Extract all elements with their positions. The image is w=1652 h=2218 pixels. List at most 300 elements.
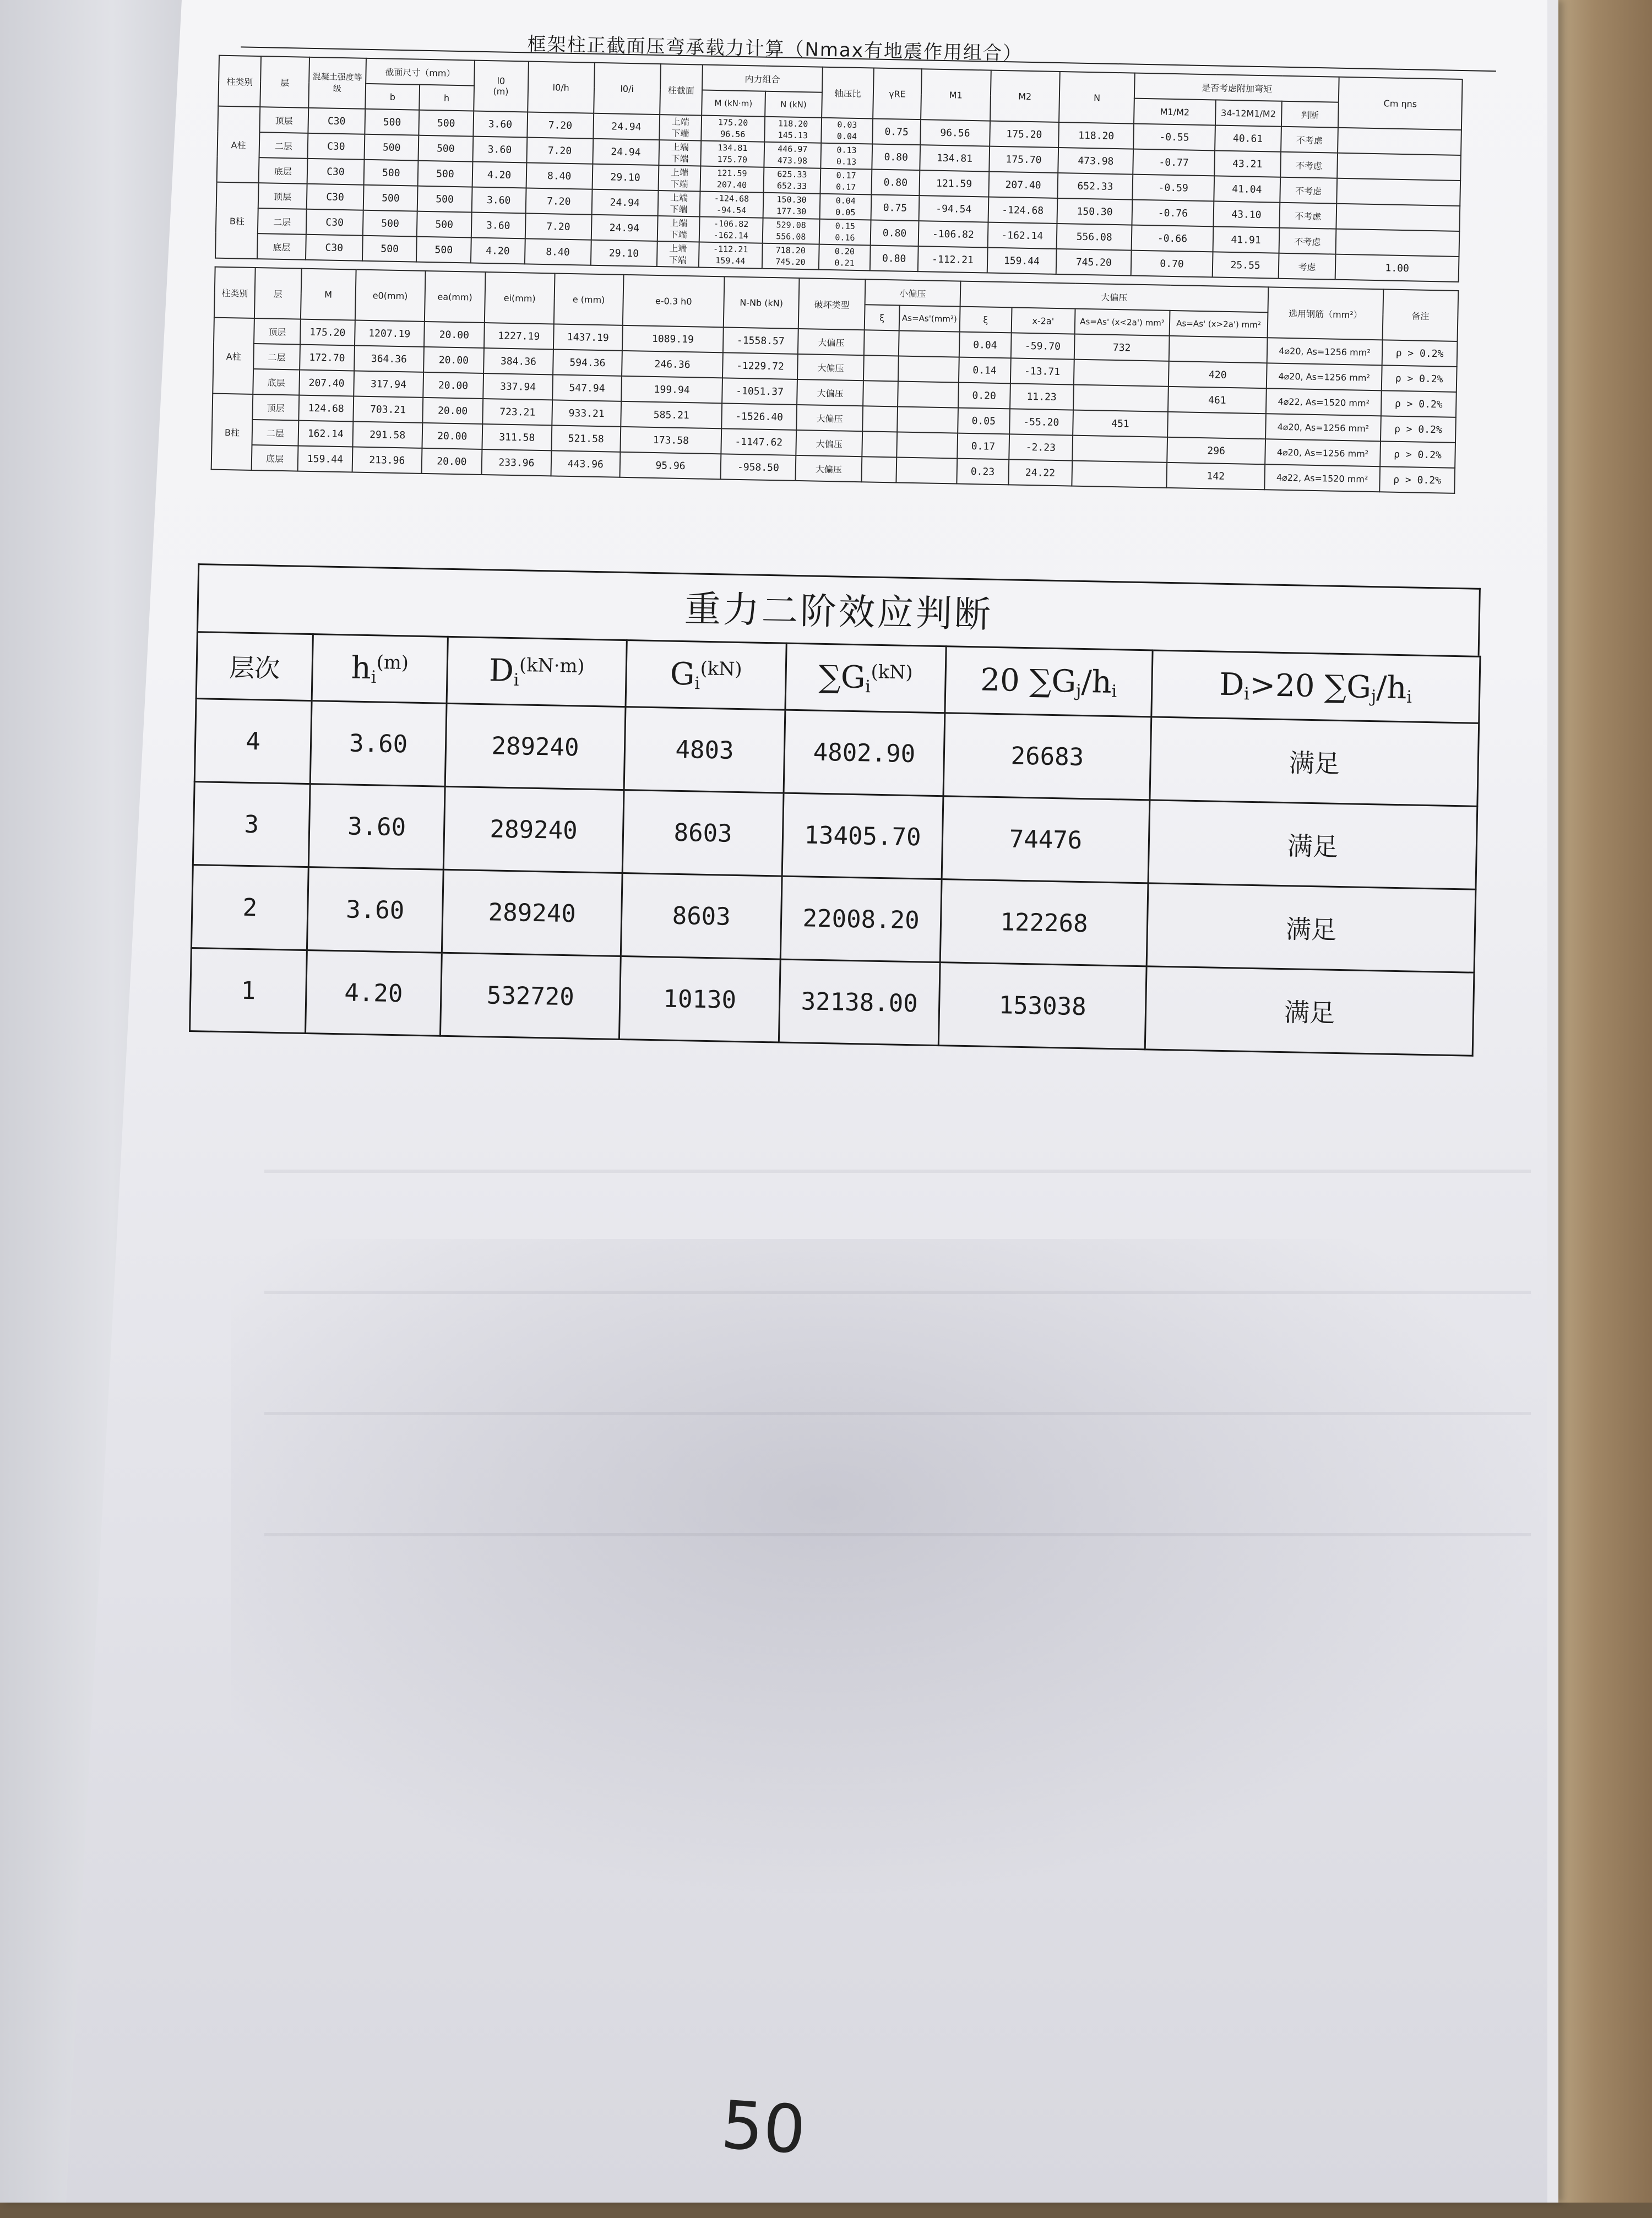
gamma-cell: 0.75: [871, 194, 919, 221]
criterion-value-cell: 122268: [940, 879, 1148, 966]
bars-cell: 4⌀20, As=1256 mm²: [1267, 338, 1383, 365]
floor-cell: 顶层: [258, 183, 307, 209]
end-top-label: 上端: [671, 142, 689, 153]
b-cell: 500: [364, 160, 419, 186]
handwritten-page-number: 50: [719, 2086, 808, 2170]
limit-cell: 25.55: [1212, 252, 1279, 278]
axial-ratio-value: 0.16: [835, 232, 855, 243]
header-column-type: 柱类别: [218, 56, 261, 107]
moment-value: 175.20: [718, 117, 748, 128]
header-e-03h0: e-0.3 h0: [623, 275, 725, 327]
moment-cell: 172.70: [300, 345, 355, 371]
axial-force-value: 745.20: [775, 257, 806, 268]
as-small-cell: [898, 381, 959, 407]
e-03h0-cell: 173.58: [621, 427, 722, 454]
n-nb-cell: -1051.37: [722, 378, 797, 405]
l0-i-cell: 29.10: [591, 240, 657, 267]
n-nb-cell: -1229.72: [722, 352, 798, 379]
grade-cell: C30: [306, 235, 363, 261]
moment-value: 175.70: [717, 154, 748, 165]
column-group-label: B柱: [215, 182, 259, 259]
h-cell: 500: [419, 135, 473, 162]
xi-large-cell: 0.05: [958, 408, 1010, 434]
floor-cell: 二层: [259, 132, 308, 159]
header-forces: 内力组合: [702, 65, 823, 93]
e0-cell: 213.96: [352, 447, 422, 473]
floor-cell: 底层: [257, 233, 306, 260]
gamma-cell: 0.80: [871, 169, 920, 195]
end-cell: [658, 165, 700, 191]
h-cell: 500: [417, 211, 471, 238]
n-nb-cell: -1526.40: [721, 403, 797, 430]
m2-cell: 207.40: [988, 172, 1058, 198]
sum-gravity-cell: 13405.70: [782, 793, 943, 879]
as-large-2-cell: 461: [1168, 387, 1267, 414]
l0-h-cell: 7.20: [525, 213, 591, 240]
header-e0: e0(mm): [355, 270, 425, 322]
bars-cell: 4⌀22, As=1520 mm²: [1266, 388, 1382, 416]
note-cell: ρ > 0.2%: [1381, 416, 1456, 443]
header-judge: 判断: [1281, 101, 1339, 128]
bending-capacity-table: [215, 55, 1463, 282]
axial-force-value: 529.08: [776, 220, 806, 231]
moment-cell: [700, 191, 763, 218]
height-cell: 3.60: [310, 701, 447, 787]
floor-cell: 二层: [258, 208, 306, 235]
gravity-cell: 10130: [619, 956, 780, 1042]
column-group-label: B柱: [211, 394, 253, 470]
judge-cell: 不考虑: [1279, 203, 1337, 229]
moment-cell: [699, 242, 762, 268]
e-cell: 594.36: [553, 349, 622, 376]
header-n-force: N (kN): [765, 91, 823, 118]
ea-cell: 20.00: [423, 372, 484, 399]
xi-large-cell: 0.23: [957, 459, 1009, 485]
n-cell: 556.08: [1057, 224, 1132, 251]
moment-value: 96.56: [720, 129, 746, 140]
n-cell: 118.20: [1058, 122, 1134, 149]
level-cell: 2: [191, 865, 308, 950]
judge-cell: 考虑: [1278, 253, 1336, 280]
l0-cell: 3.60: [471, 213, 525, 239]
bending-table-body: [215, 106, 1461, 282]
gamma-cell: 0.80: [870, 245, 919, 271]
reinforcement-table: [211, 267, 1459, 494]
moment-cell: [700, 166, 763, 193]
xi-large-cell: 0.17: [957, 433, 1009, 460]
axial-ratio-value: 0.13: [836, 145, 857, 155]
xi-small-cell: [862, 431, 897, 457]
m1m2-cell: -0.76: [1132, 200, 1214, 227]
h-cell: 500: [418, 161, 472, 187]
grade-cell: C30: [306, 184, 363, 210]
floor-cell: 顶层: [260, 107, 308, 133]
moment-value: -124.68: [714, 193, 749, 204]
l0-cell: 3.60: [472, 137, 527, 163]
axial-force-value: 446.97: [778, 144, 808, 155]
limit-cell: 40.61: [1215, 125, 1281, 151]
b-cell: 500: [363, 185, 418, 211]
moment-value: -94.54: [716, 205, 747, 216]
ei-cell: 337.94: [483, 373, 552, 400]
as-large-1-cell: [1073, 385, 1169, 412]
axial-force-value: 718.20: [775, 245, 806, 256]
end-top-label: 上端: [670, 192, 688, 204]
sum-gravity-cell: 22008.20: [780, 876, 942, 963]
header-floor: 层: [260, 56, 309, 108]
axial-force-cell: [762, 218, 820, 244]
limit-cell: 41.04: [1214, 176, 1280, 202]
ea-cell: 20.00: [423, 347, 485, 373]
cm-cell: [1337, 178, 1461, 206]
n-nb-cell: -1147.62: [721, 428, 796, 455]
axial-ratio-cell: [820, 168, 872, 195]
axial-ratio-cell: [821, 118, 873, 144]
header-xi-large: ξ: [959, 307, 1012, 333]
m2-cell: 159.44: [987, 248, 1056, 274]
e0-cell: 364.36: [354, 346, 423, 372]
moment-cell: 159.44: [297, 446, 352, 472]
axial-ratio-value: 0.04: [836, 131, 857, 142]
moment-value: -162.14: [713, 230, 748, 241]
axial-ratio-cell: [819, 219, 871, 246]
x-2a-cell: -59.70: [1011, 333, 1075, 359]
b-cell: 500: [362, 236, 417, 262]
end-cell: [657, 241, 699, 267]
e0-cell: 317.94: [354, 371, 423, 397]
l0-h-cell: 8.40: [526, 162, 593, 189]
as-small-cell: [897, 406, 958, 433]
height-cell: 3.60: [307, 867, 443, 953]
axial-ratio-value: 0.03: [837, 119, 857, 130]
m1-cell: -112.21: [918, 246, 987, 273]
e-03h0-cell: 585.21: [621, 401, 722, 429]
header-axial-ratio: 轴压比: [822, 67, 873, 119]
end-cell: [657, 191, 700, 216]
limit-cell: 41.91: [1213, 226, 1279, 253]
header-m: M (kN·m): [702, 90, 765, 117]
moment-cell: 162.14: [298, 421, 353, 447]
axial-force-cell: [763, 193, 820, 219]
as-large-1-cell: 451: [1073, 410, 1168, 437]
failure-type-cell: 大偏压: [796, 405, 863, 431]
xi-small-cell: [863, 380, 898, 406]
stiffness-cell: 289240: [445, 703, 626, 790]
header-m2: M2: [990, 70, 1060, 122]
end-bottom-label: 下端: [669, 229, 687, 241]
m1m2-cell: -0.59: [1133, 175, 1214, 202]
axial-ratio-cell: [820, 143, 872, 170]
criterion-value-cell: 26683: [943, 713, 1151, 800]
moment-cell: [700, 141, 764, 167]
e-03h0-cell: 1089.19: [622, 325, 724, 353]
xi-large-cell: 0.04: [959, 332, 1011, 358]
header-as-large-1: As=As' (x<2a') mm²: [1074, 309, 1170, 336]
note-cell: ρ > 0.2%: [1382, 340, 1458, 367]
end-cell: [659, 140, 701, 166]
moment-value: -106.82: [713, 218, 749, 230]
moment-value: 159.44: [715, 255, 746, 267]
floor-cell: 底层: [259, 157, 307, 184]
header-ei: ei(mm): [485, 272, 555, 324]
moment-value: 121.59: [717, 168, 747, 179]
header-large-eccentric: 大偏压: [960, 281, 1268, 313]
header-level: 层次: [196, 632, 313, 701]
header-as-small: As=As'(mm²): [899, 305, 960, 331]
header-ea: ea(mm): [424, 271, 485, 323]
note-cell: ρ > 0.2%: [1379, 466, 1455, 493]
end-cell: [657, 216, 699, 242]
l0-i-cell: 24.94: [593, 139, 659, 165]
result-cell: 满足: [1150, 717, 1479, 806]
axial-force-cell: [764, 117, 822, 143]
header-di: $D_i^{(kN\cdot m)}$: [447, 637, 627, 706]
header-as-large-2: As=As' (x>2a') mm²: [1170, 311, 1268, 338]
header-second-order: 是否考虑附加弯矩: [1134, 73, 1339, 102]
note-cell: ρ > 0.2%: [1382, 365, 1457, 392]
level-cell: 1: [190, 948, 307, 1034]
m1m2-cell: -0.77: [1133, 149, 1215, 176]
cm-cell: [1338, 128, 1461, 155]
sum-gravity-cell: 32138.00: [779, 959, 940, 1046]
as-large-2-cell: [1167, 412, 1266, 439]
header-n-nb: N-Nb (kN): [724, 276, 800, 329]
header-h: h: [420, 85, 474, 111]
n-cell: 652.33: [1057, 173, 1133, 200]
header-sum-gi: $\sum G_i^{(kN)}$: [785, 643, 946, 713]
moment-cell: [699, 216, 763, 243]
grade-cell: C30: [306, 209, 363, 236]
l0-cell: 3.60: [471, 187, 526, 214]
axial-ratio-value: 0.15: [835, 221, 856, 231]
header-l0: l0 (m): [474, 61, 529, 112]
axial-force-value: 145.13: [778, 130, 808, 141]
judge-cell: 不考虑: [1279, 228, 1336, 254]
xi-large-cell: 0.20: [958, 383, 1010, 409]
h-cell: 500: [417, 186, 472, 213]
cm-cell: [1337, 153, 1461, 181]
m1m2-cell: 0.70: [1131, 251, 1213, 278]
l0-h-cell: 7.20: [526, 137, 593, 164]
header-failure-type: 破坏类型: [798, 278, 866, 330]
result-cell: 满足: [1146, 883, 1476, 972]
column-capacity-section: [211, 19, 1464, 494]
header-cm: Cm ηns: [1338, 77, 1462, 130]
axial-ratio-value: 0.05: [835, 207, 856, 218]
stiffness-cell: 532720: [440, 953, 621, 1039]
xi-large-cell: 0.14: [959, 357, 1011, 384]
axial-force-value: 473.98: [777, 155, 808, 166]
l0-h-cell: 7.20: [527, 112, 594, 138]
e-03h0-cell: 95.96: [620, 452, 721, 480]
m2-cell: -162.14: [987, 222, 1057, 249]
end-bottom-label: 下端: [671, 153, 689, 165]
note-cell: ρ > 0.2%: [1381, 390, 1457, 417]
ea-cell: 20.00: [422, 423, 483, 449]
xi-small-cell: [862, 406, 898, 432]
moment-cell: 207.40: [299, 370, 354, 396]
height-cell: 4.20: [305, 950, 442, 1036]
header-section-size: 截面尺寸（mm）: [366, 58, 474, 86]
stiffness-cell: 289240: [442, 869, 622, 956]
ea-cell: 20.00: [421, 448, 482, 475]
moment-cell: [701, 116, 764, 142]
gamma-cell: 0.80: [871, 220, 919, 246]
moment-value: 134.81: [718, 143, 748, 154]
gravity-cell: 8603: [622, 790, 784, 877]
e-03h0-cell: 246.36: [622, 351, 723, 378]
limit-cell: 43.21: [1214, 150, 1281, 177]
failure-type-cell: 大偏压: [796, 430, 862, 456]
gamma-cell: 0.75: [872, 118, 921, 145]
l0-h-cell: 8.40: [525, 238, 591, 265]
header-column-section: 柱截面: [660, 64, 703, 115]
level-cell: 3: [193, 782, 310, 867]
floor-cell: 二层: [253, 344, 300, 370]
header-bars: 选用钢筋（mm²）: [1267, 287, 1383, 340]
l0-cell: 4.20: [470, 238, 525, 264]
ei-cell: 311.58: [482, 424, 552, 450]
ei-cell: 1227.19: [484, 323, 553, 349]
as-small-cell: [896, 457, 957, 483]
cm-cell: [1336, 204, 1460, 231]
axial-ratio-value: 0.04: [835, 195, 856, 206]
m1-cell: -94.54: [919, 195, 988, 222]
failure-type-cell: 大偏压: [798, 329, 865, 355]
as-small-cell: [896, 432, 958, 458]
header-hi: $h_i^{(m)}$: [312, 634, 448, 704]
header-m1: M1: [921, 69, 991, 121]
xi-small-cell: [862, 456, 897, 482]
judge-cell: 不考虑: [1280, 152, 1338, 178]
end-cell: [659, 115, 702, 140]
e0-cell: 291.58: [353, 421, 422, 448]
axial-force-value: 150.30: [776, 194, 807, 205]
n-cell: 150.30: [1057, 198, 1132, 225]
l0-i-cell: 29.10: [592, 164, 659, 191]
x-2a-cell: -13.71: [1010, 358, 1074, 384]
h-cell: 500: [419, 110, 474, 137]
result-cell: 满足: [1148, 800, 1477, 889]
judge-cell: 不考虑: [1280, 177, 1338, 204]
l0-i-cell: 24.94: [591, 215, 657, 241]
limit-cell: 43.10: [1213, 201, 1280, 227]
axial-force-value: 625.33: [777, 169, 807, 180]
e-cell: 933.21: [552, 400, 621, 426]
sum-gravity-cell: 4802.90: [784, 710, 945, 796]
grade-cell: C30: [307, 133, 365, 160]
floor-cell: 顶层: [254, 318, 300, 345]
e0-cell: 703.21: [353, 396, 422, 422]
cm-cell: 1.00: [1335, 254, 1459, 282]
xi-small-cell: [864, 330, 899, 356]
moment-cell: 175.20: [300, 319, 355, 346]
grade-cell: C30: [308, 108, 365, 134]
as-small-cell: [899, 330, 960, 357]
floor-cell: 二层: [252, 420, 298, 446]
bars-cell: 4⌀20, As=1256 mm²: [1267, 363, 1382, 390]
header-condition: $D_i>20$ $\sum G_j/h_i$: [1151, 650, 1480, 723]
m1m2-cell: -0.55: [1133, 124, 1215, 151]
e-cell: 1437.19: [553, 324, 623, 350]
e-cell: 547.94: [552, 374, 622, 401]
header-m-2: M: [301, 269, 356, 320]
bars-cell: 4⌀22, As=1520 mm²: [1264, 464, 1380, 492]
axial-force-cell: [762, 243, 819, 270]
header-gamma: γRE: [873, 68, 922, 120]
axial-ratio-value: 0.17: [836, 170, 856, 181]
header-small-eccentric: 小偏压: [865, 279, 960, 306]
floor-cell: 底层: [253, 369, 299, 395]
x-2a-cell: 11.23: [1010, 383, 1074, 410]
stiffness-cell: 289240: [443, 786, 624, 873]
result-cell: 满足: [1145, 966, 1474, 1056]
main-table-body: [190, 699, 1479, 1056]
floor-cell: 底层: [252, 445, 298, 471]
m2-cell: 175.70: [989, 146, 1058, 173]
header-column-type-2: 柱类别: [214, 267, 256, 318]
header-b: b: [365, 84, 420, 110]
bars-cell: 4⌀20, As=1256 mm²: [1265, 439, 1381, 466]
e-cell: 443.96: [551, 450, 620, 477]
l0-cell: 3.60: [473, 111, 528, 138]
reinforcement-table-body: [211, 318, 1458, 493]
height-cell: 3.60: [308, 784, 445, 870]
end-top-label: 上端: [669, 243, 687, 254]
end-bottom-label: 下端: [669, 254, 687, 266]
axial-ratio-cell: [820, 194, 872, 220]
end-top-label: 上端: [670, 218, 688, 229]
moment-value: -112.21: [713, 243, 748, 255]
header-l0-i: l0/i: [594, 63, 661, 115]
ei-cell: 723.21: [483, 399, 552, 425]
column-group-label: A柱: [217, 106, 260, 183]
m2-cell: 175.20: [990, 121, 1059, 148]
x-2a-cell: 24.22: [1008, 459, 1072, 486]
column-group-label: A柱: [213, 318, 254, 394]
e0-cell: 1207.19: [355, 320, 424, 347]
gamma-cell: 0.80: [872, 144, 920, 170]
l0-i-cell: 24.94: [591, 189, 658, 216]
axial-ratio-cell: [819, 244, 871, 271]
axial-force-cell: [764, 142, 822, 168]
as-large-2-cell: [1169, 336, 1268, 363]
h-cell: 500: [416, 237, 471, 263]
criterion-value-cell: 153038: [938, 963, 1146, 1050]
e-03h0-cell: 199.94: [621, 376, 722, 404]
as-large-1-cell: [1074, 360, 1169, 387]
ei-cell: 384.36: [483, 348, 553, 374]
end-top-label: 上端: [670, 167, 689, 178]
as-large-1-cell: 732: [1074, 334, 1169, 361]
n-cell: 473.98: [1058, 148, 1133, 175]
header-x-2a: x-2a': [1011, 307, 1075, 334]
ei-cell: 233.96: [482, 449, 551, 476]
header-m1m2: M1/M2: [1134, 99, 1215, 126]
b-cell: 500: [365, 109, 420, 135]
moment-cell: 124.68: [298, 395, 354, 422]
note-cell: ρ > 0.2%: [1380, 441, 1455, 468]
header-gi: $G_i^{(kN)}$: [626, 640, 786, 710]
header-l0-h: l0/h: [528, 61, 595, 113]
end-top-label: 上端: [671, 116, 689, 128]
n-nb-cell: -958.50: [721, 454, 796, 481]
axial-ratio-value: 0.20: [834, 246, 855, 257]
criterion-value-cell: 74476: [942, 796, 1150, 883]
m2-cell: -124.68: [988, 197, 1057, 224]
axial-ratio-value: 0.21: [834, 258, 855, 268]
header-limit: 34-12M1/M2: [1215, 100, 1282, 126]
